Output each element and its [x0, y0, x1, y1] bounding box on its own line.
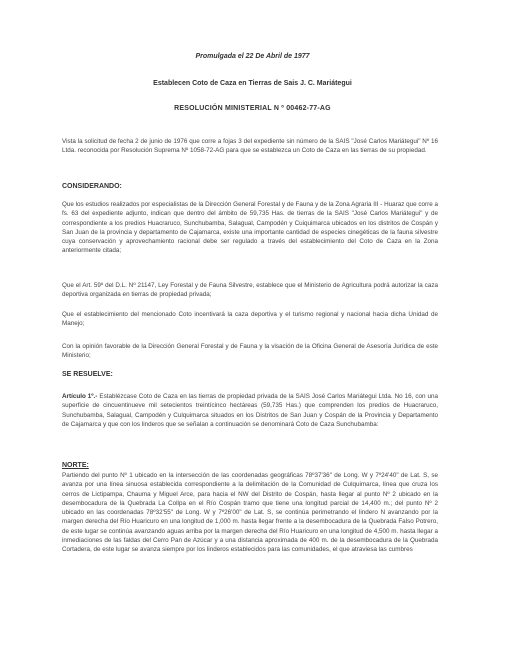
- promulgation-date: Promulgada el 22 De Abril de 1977: [195, 53, 310, 60]
- paragraph-establecimiento: Que el establecimiento del mencionado Coto incentivará la caza deportiva y el turismo regional y nacional hacia dicha Unidad de Manejo;: [62, 311, 438, 328]
- resuelve-heading: SE RESUELVE:: [62, 371, 113, 378]
- paragraph-opinion: Con la opinión favorable de la Dirección General Forestal y de Fauna y la visación de la Oficina General de Asesoría Jurídica de este Ministerio;: [62, 343, 438, 360]
- articulo-label: Artículo 1º.-: [62, 393, 98, 400]
- considerando-heading: CONSIDERANDO:: [62, 183, 122, 190]
- norte-heading: NORTE:: [62, 462, 89, 469]
- paragraph-estudios: Que los estudios realizados por especialistas de la Dirección General Forestal y de Fauna y de la Zona Agraria III - Huaraz que corre a fs. 63 del expediente adjunto, indican que dentro del ámbito de 59,735 Has. de tierras de la SAIS "José Carlos Mariátegui" y de correspondiente a los predios Huacraruco, Sunchubamba, Salagual, Campodén y Cuiquimarca ubicados en los distritos de Cospán y San Juan de la provincia y departamento de Cajamarca, existe una importante cantidad de especies cinegéticas de la fauna silvestre cuya conservación y aprovechamiento racional debe ser regulado a través del establecimiento del Coto de Caza en la Zona anteriormente citada;: [62, 201, 438, 255]
- document-subject: Establecen Coto de Caza en Tierras de Sais J. C. Mariátegui: [153, 80, 352, 87]
- articulo-text: Establézcase Coto de Caza en las tierras de propiedad privada de la SAIS José Carlos Mariátegui Ltda. No 16, con una superficie de cincuentinueve mil setecientos treintícinco hectáreas (59,735 Has.) que comprenden los predios de Huacraruco, Sunchubamba, Salagual, Campodén y Culquimarca situados en los Distritos de San Juan y Cospán de la Provincia y Departamento de Cajamarca y que con los linderos que se señalan a continuación se denominará Coto de Caza Sunchubamba:: [62, 393, 438, 428]
- paragraph-articulo-1: [62, 392, 438, 429]
- paragraph-vista: Vista la solicitud de fecha 2 de junio de 1976 que corre a fojas 3 del expediente sin número de la SAIS "José Carlos Mariátegui" Nº 16 Ltda. reconocida por Resolución Suprema Nº 1058-72-AG para que se establezca un Coto de Caza en las tierras de su propiedad.: [62, 138, 438, 155]
- resolution-number: RESOLUCIÓN MINISTERIAL N º 00462-77-AG: [174, 105, 331, 112]
- paragraph-art59: Que el Art. 59º del D.L. Nº 21147, Ley Forestal y de Fauna Silvestre, establece que el Ministerio de Agricultura podrá autorizar la caza deportiva organizada en tierras de propiedad privada;: [62, 282, 438, 299]
- paragraph-norte: Partiendo del punto Nº 1 ubicado en la intersección de las coordenadas geográficas 78º37'36" de Long. W y 7º24'40" de Lat. S, se avanza por una línea sinuosa establecida correspondiente a la delimitación de la Comunidad de Culquimarca, línea que cruza los cerros de Lictipampa, Chauma y Miguel Arce, para hacia el NW del Distrito de Cospán, hasta llegar al punto Nº 2 ubicado en la desembocadura de la Quebrada La Collpa en el Río Cospán tramo que tiene una longitud parcial de 14,400 m.; del punto Nº 2 ubicado en las coordenadas 78º32'55" de Long. W y 7º26'00" de Lat. S, se continúa perimetrando el lindero N avanzando por la margen derecha del Río Huaricuro en una longitud de 1,000 m. hasta llegar frente a la desembocadura de la Quebrada Falso Potrero, de este lugar se continúa avanzando aguas arriba por la margen derecha del Río Huaricuro en una longitud de 4,500 m. hasta llegar a inmediaciones de las faldas del Cerro Pan de Azúcar y a una distancia aproximada de 400 m. de la desembocadura de la Quebrada Cortadera, de este lugar se avanza siempre por los linderos establecidos para las comunidades, el que atraviesa las cumbres: [62, 472, 438, 554]
